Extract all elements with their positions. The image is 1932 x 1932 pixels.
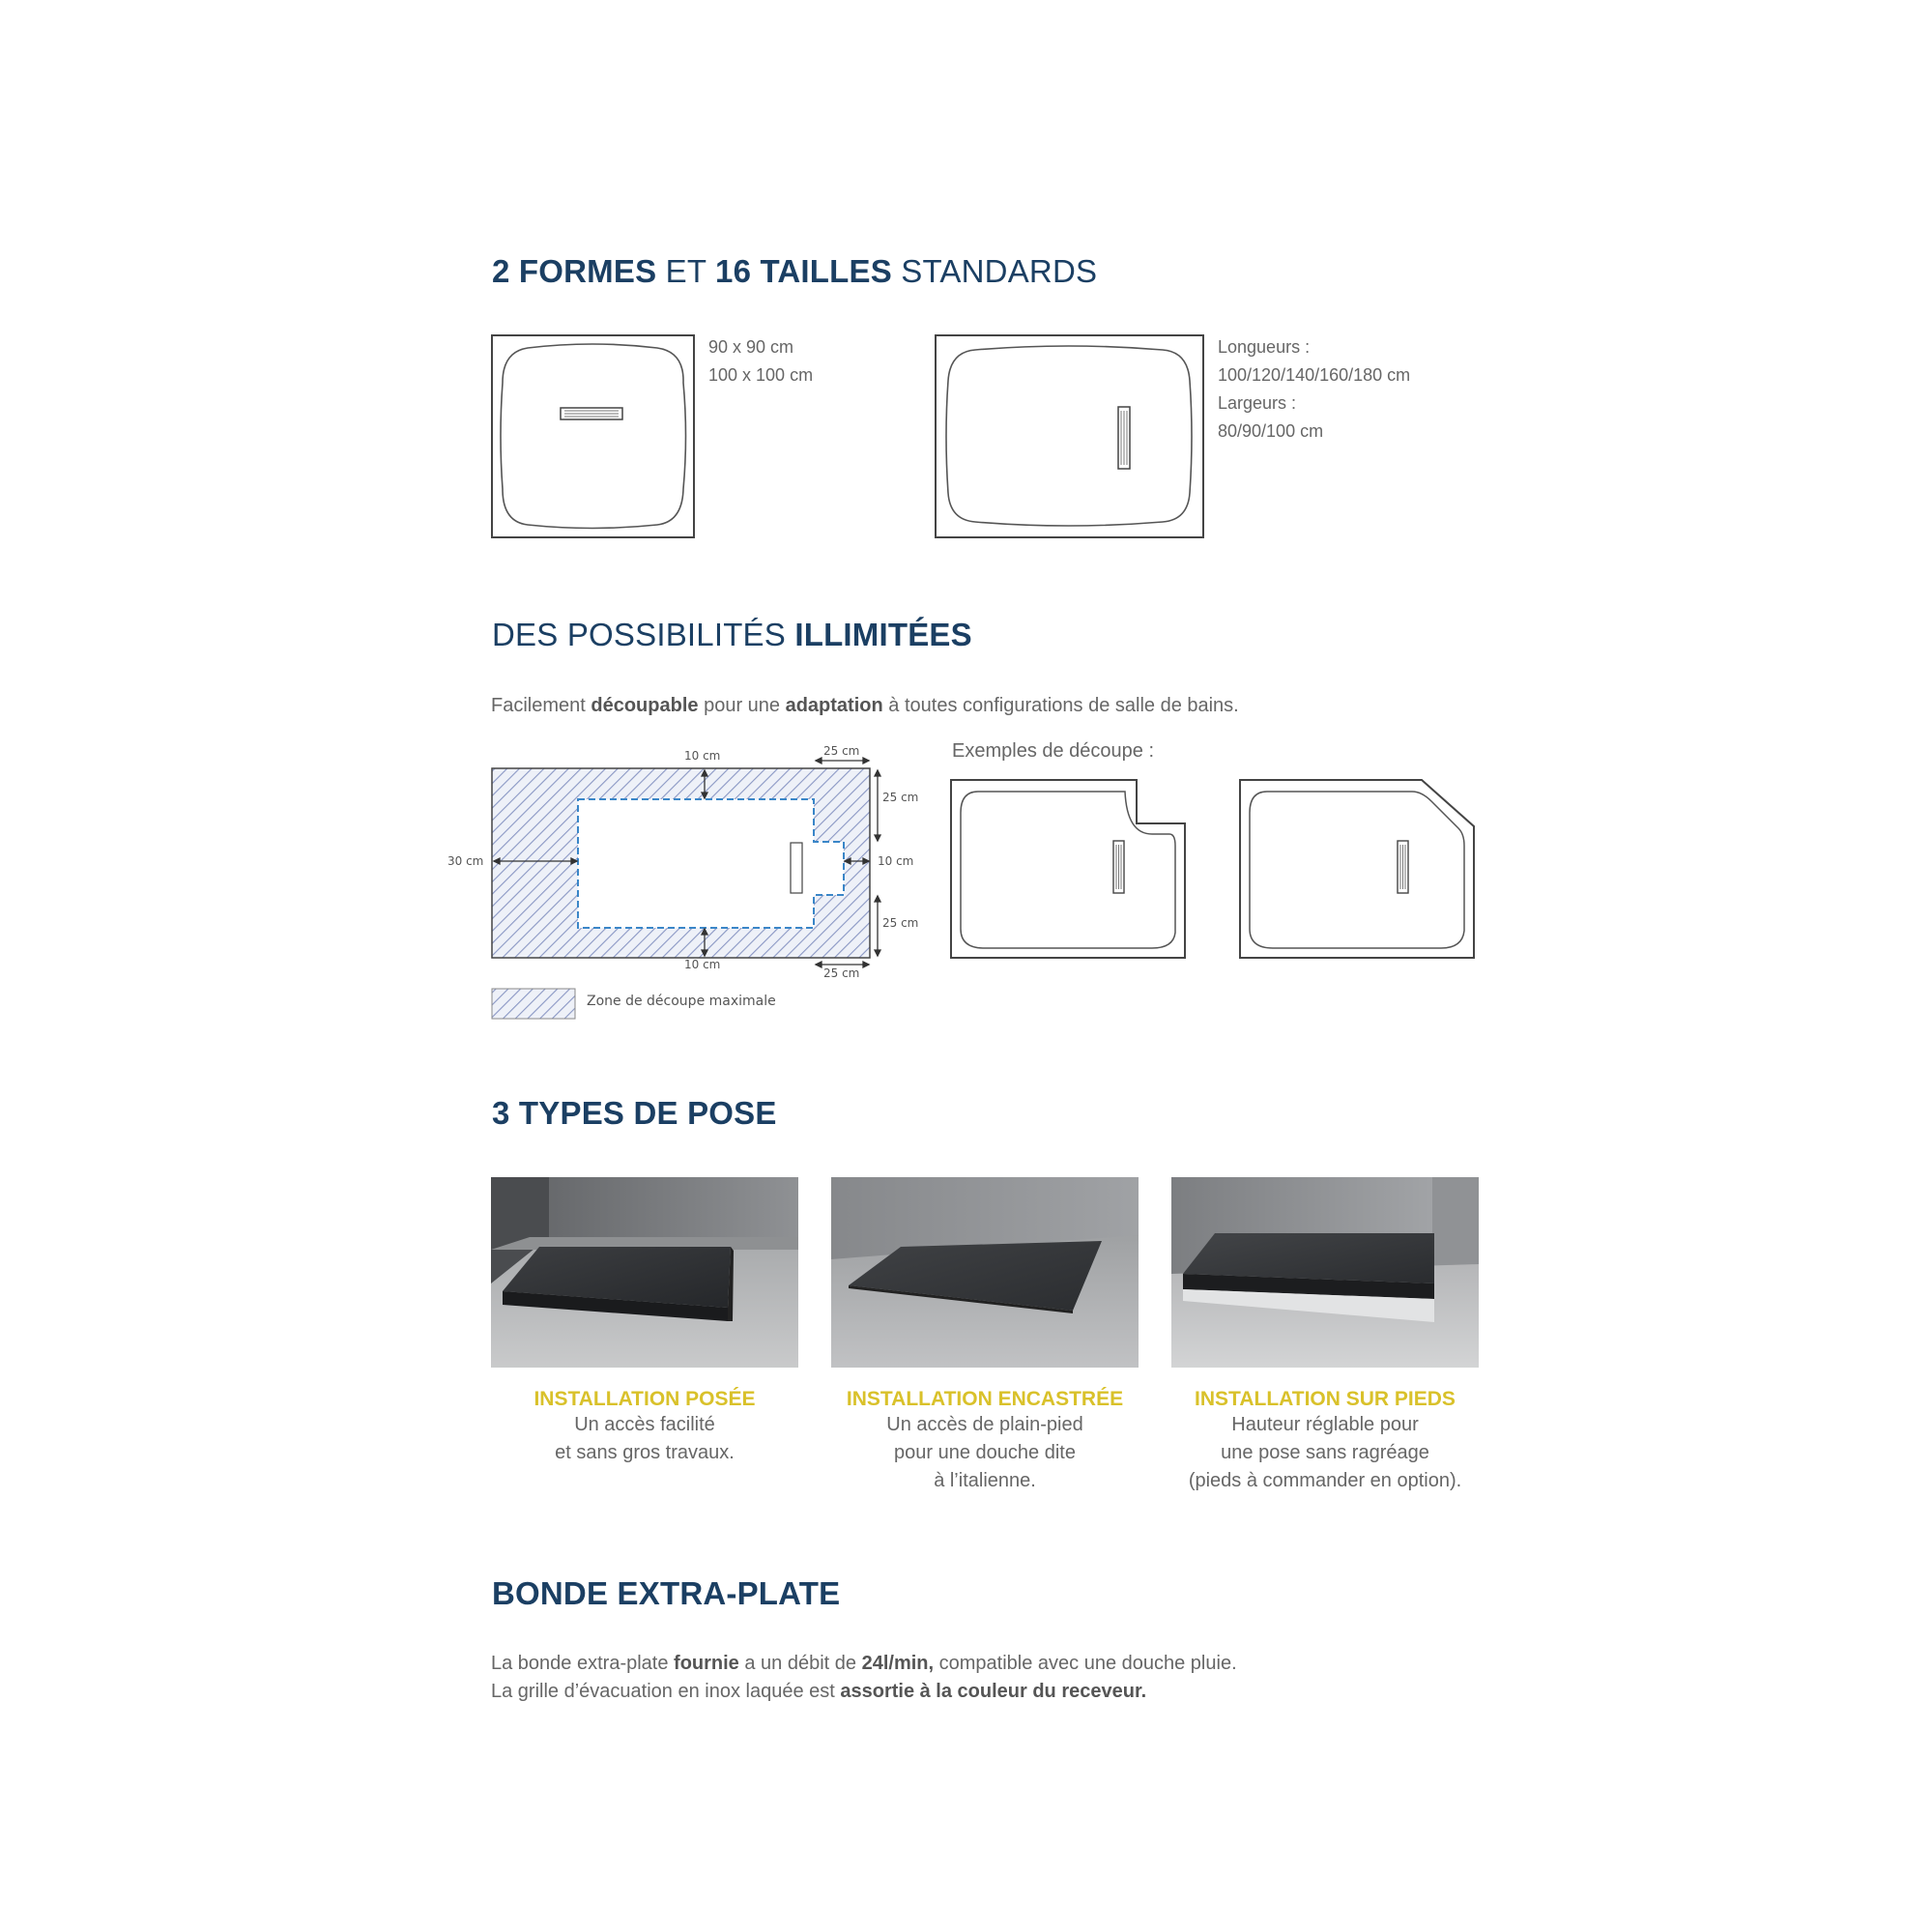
drain-icon	[791, 843, 802, 893]
legend-swatch	[492, 989, 575, 1019]
min-size-outline	[578, 799, 844, 928]
dim-left: 30 cm	[447, 854, 484, 868]
section-title-formes: 2 FORMES ET 16 TAILLES STANDARDS	[492, 253, 1098, 289]
bonde-description: La bonde extra-plate fournie a un débit de 24l/min, compatible avec une douche pluie. La grille d’évacuation en inox laquée est assortie à la couleur du receveur.	[491, 1653, 1237, 1702]
section-title-types-pose: 3 TYPES DE POSE	[492, 1095, 777, 1131]
cut-description: Facilement découpable pour une adaptation à toutes configurations de salle de bains.	[491, 695, 1239, 716]
caption-sur-pieds: INSTALLATION SUR PIEDS Hauteur réglable pour une pose sans ragréage (pieds à commander en option).	[1188, 1388, 1462, 1491]
dim-top: 10 cm	[684, 749, 721, 763]
rect-tray-diagram	[935, 334, 1205, 539]
dim-right-lower: 25 cm	[882, 916, 919, 930]
cut-example-notch	[949, 778, 1191, 962]
photo-installation-encastree	[831, 1177, 1139, 1368]
photo-installation-sur-pieds	[1171, 1177, 1479, 1368]
caption-posee: INSTALLATION POSÉE Un accès facilité et sans gros travaux.	[533, 1388, 756, 1463]
dim-bottom-right: 25 cm	[823, 966, 860, 980]
cut-example-chamfer	[1238, 778, 1480, 962]
dim-top-right: 25 cm	[823, 744, 860, 758]
dim-bottom: 10 cm	[684, 958, 721, 971]
square-tray-diagram	[491, 334, 697, 539]
examples-label: Exemples de découpe :	[952, 740, 1155, 762]
legend-label: Zone de découpe maximale	[587, 994, 776, 1009]
section-title-possibilites: DES POSSIBILITÉS ILLIMITÉES	[492, 617, 972, 652]
dim-right-upper: 25 cm	[882, 791, 919, 804]
dim-right-mid: 10 cm	[878, 854, 914, 868]
square-sizes: 90 x 90 cm 100 x 100 cm	[708, 337, 814, 385]
section-title-bonde: BONDE EXTRA-PLATE	[492, 1575, 841, 1611]
caption-encastree: INSTALLATION ENCASTRÉE Un accès de plain-pied pour une douche dite à l’italienne.	[846, 1388, 1124, 1491]
photo-installation-posee	[491, 1177, 798, 1368]
cut-zone-diagram	[445, 744, 937, 1024]
rect-sizes: Longueurs : 100/120/140/160/180 cm Largeurs : 80/90/100 cm	[1218, 337, 1411, 441]
